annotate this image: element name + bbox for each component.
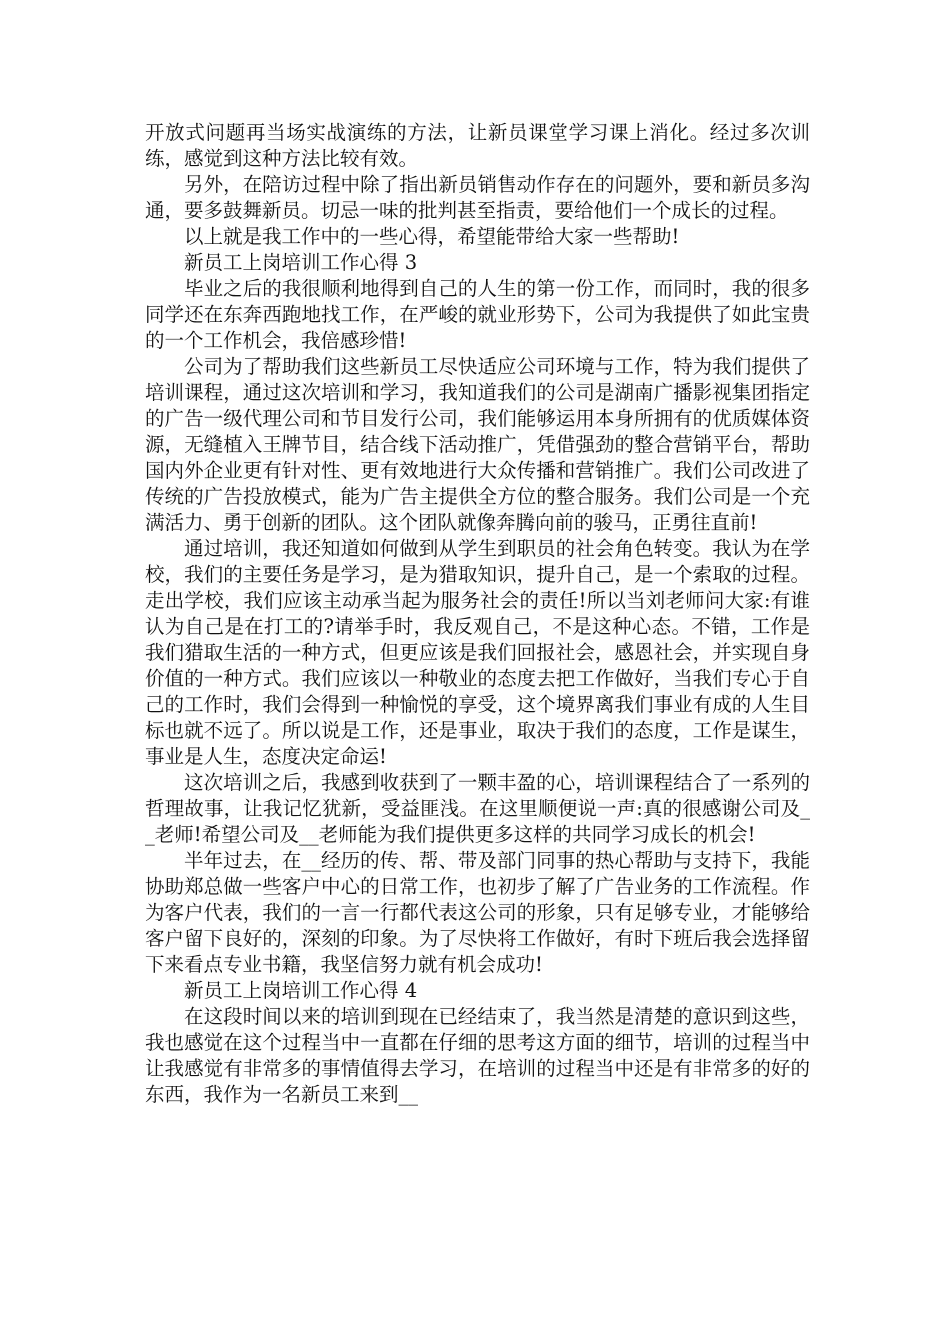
paragraph: 公司为了帮助我们这些新员工尽快适应公司环境与工作，特为我们提供了培训课程，通过这次培训和学习，我知道我们的公司是湖南广播影视集团指定的广告一级代理公司和节目发行公司，我们能够运用本身所拥有的优质媒体资源，无缝植入王牌节目，结合线下活动推广，凭借强劲的整合营销平台，帮助国内外企业更有针对性、更有效地进行大众传播和营销推广。我们公司改进了传统的广告投放模式，能为广告主提供全方位的整合服务。我们公司是一个充满活力、勇于创新的团队。这个团队就像奔腾向前的骏马，正勇往直前!: [145, 355, 810, 534]
paragraph: 开放式问题再当场实战演练的方法，让新员课堂学习课上消化。经过多次训练，感觉到这种方法比较有效。: [145, 121, 810, 170]
paragraph: 另外，在陪访过程中除了指出新员销售动作存在的问题外，要和新员多沟通，要多鼓舞新员。切忌一味的批判甚至指责，要给他们一个成长的过程。: [145, 173, 810, 222]
paragraph: 以上就是我工作中的一些心得，希望能带给大家一些帮助!: [184, 225, 680, 248]
paragraph: 通过培训，我还知道如何做到从学生到职员的社会角色转变。我认为在学校，我们的主要任务是学习，是为猎取知识，提升自己，是一个索取的过程。走出学校，我们应该主动承当起为服务社会的责任!所以当刘老师问大家:有谁认为自己是在打工的?请举手时，我反观自己，不是这种心态。不错，工作是我们猎取生活的一种方式，但更应该是我们回报社会，感恩社会，并实现自身价值的一种方式。我们应该以一种敬业的态度去把工作做好，当我们专心于自己的工作时，我们会得到一种愉悦的享受，这个境界离我们事业有成的人生目标也就不远了。所以说是工作，还是事业，取决于我们的态度，工作是谋生，事业是人生，态度决定命运!: [145, 537, 810, 768]
section-heading: 新员工上岗培训工作心得 3: [184, 251, 418, 274]
section-heading: 新员工上岗培训工作心得 4: [184, 979, 418, 1002]
paragraph: 在这段时间以来的培训到现在已经结束了，我当然是清楚的意识到这些，我也感觉在这个过程当中一直都在仔细的思考这方面的细节，培训的过程当中让我感觉有非常多的事情值得去学习，在培训的过程当中还是有非常多的好的东西，我作为一名新员工来到__: [145, 1005, 810, 1106]
paragraph: 这次培训之后，我感到收获到了一颗丰盈的心，培训课程结合了一系列的哲理故事，让我记忆犹新，受益匪浅。在这里顺便说一声:真的很感谢公司及__老师!希望公司及__老师能为我们提供更多这样的共同学习成长的机会!: [145, 771, 810, 846]
document-page: [145, 120, 810, 1108]
paragraph: 毕业之后的我很顺利地得到自己的人生的第一份工作，而同时，我的很多同学还在东奔西跑地找工作，在严峻的就业形势下，公司为我提供了如此宝贵的一个工作机会，我倍感珍惜!: [145, 277, 810, 352]
paragraph: 半年过去，在__经历的传、帮、带及部门同事的热心帮助与支持下，我能协助郑总做一些客户中心的日常工作，也初步了解了广告业务的工作流程。作为客户代表，我们的一言一行都代表这公司的形象，只有足够专业，才能够给客户留下良好的，深刻的印象。为了尽快将工作做好，有时下班后我会选择留下来看点专业书籍，我坚信努力就有机会成功!: [145, 849, 810, 976]
